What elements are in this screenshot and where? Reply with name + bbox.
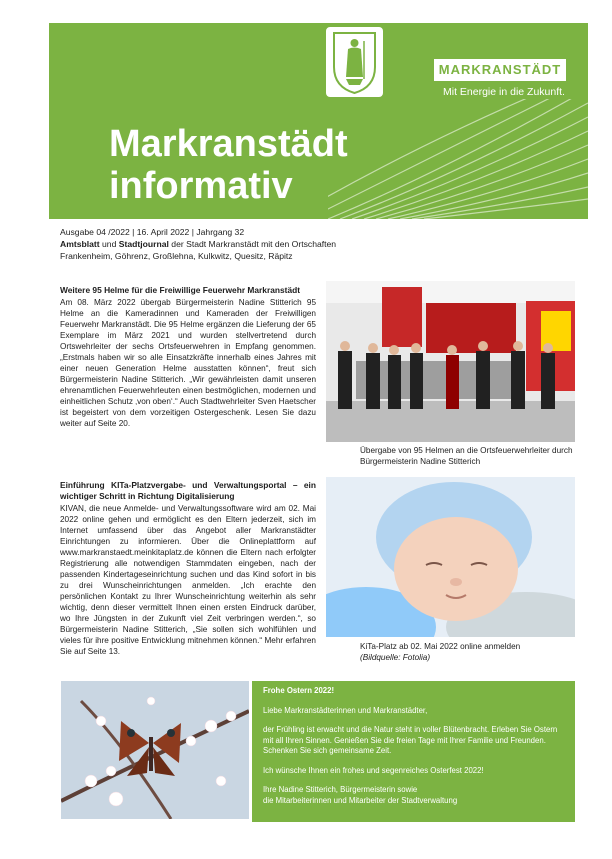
title-line-2: informativ — [109, 165, 293, 207]
title-line-1: Markranstädt — [109, 123, 348, 165]
article-body: Am 08. März 2022 übergab Bürgermeisterin Nadine Stitterich 95 Helme an die Kameradinnen und Kameraden der Freiwilligen Feuerwehr Markranstädt. Die 95 Helme ergänzen die Lieferung der 65 Exemplare im März 2021 und wurden stellvertretend durch Ortswehrleiter der sechs Ortsfeuerwehren in Empfang genommen. „Erstmals haben wir so alle Einsatzkräfte innerhalb eines Jahres mit einer neuen Generation Helme ausstatten können“, freut sich Bürgermeisterin Nadine Stitterich. „Wir gewährleisten damit unseren ehrenamtlichen Feuerwehrleuten einen bestmöglichen, modernen und einheitlichen Schutz ‚von oben‘.“ Auch Stadtwehrleiter Sven Haetscher ist begeistert von dem vorzeitigen Ostergeschenk. Lesen Sie dazu weiter auf Seite 20. — [60, 298, 316, 428]
article-heading: Weitere 95 Helme für die Freiwillige Feuerwehr Markranstädt — [60, 285, 301, 295]
easter-signature-1: Ihre Nadine Stitterich, Bürgermeisterin sowie — [263, 785, 418, 794]
tagline: Mit Energie in die Zukunft. — [443, 86, 565, 98]
coat-of-arms-icon — [326, 27, 383, 97]
baby-photo-caption: KiTa-Platz ab 02. Mai 2022 online anmelden (Bildquelle: Fotolia) — [360, 642, 521, 662]
easter-greeting-box — [252, 681, 575, 822]
easter-greeting: Liebe Markranstädterinnen und Markranstädter, — [263, 705, 428, 715]
fire-photo-caption: Übergabe von 95 Helmen an die Ortsfeuerwehrleiter durch Bürgermeisterin Nadine Stitterich — [360, 446, 573, 466]
easter-heading: Frohe Ostern 2022! — [263, 686, 335, 695]
article-heading: Einführung KITa-Platzvergabe- und Verwaltungsportal – ein wichtiger Schritt in Richtung Digitalisierung — [60, 480, 316, 501]
photo-credit: (Bildquelle: Fotolia) — [360, 653, 431, 662]
article-kita-portal — [60, 480, 316, 657]
brand-logo: MARKRANSTÄDT — [434, 59, 566, 81]
easter-paragraph-1: der Frühling ist erwacht und die Natur steht in voller Blütenbracht. Erleben Sie Ostern mit all Ihren Sinnen. Genießen Sie die freien Tage mit Ihrer Familie und Freunden. Schenken Sie sich gemeinsame Zeit. — [263, 725, 558, 755]
issue-info — [60, 226, 580, 262]
page-title — [109, 123, 348, 207]
easter-paragraph-2: Ich wünsche Ihnen ein frohes und segenreiches Osterfest 2022! — [263, 765, 484, 775]
localities-line: Frankenheim, Göhrenz, Großlehna, Kulkwitz, Quesitz, Räpitz — [60, 251, 293, 261]
article-body: KIVAN, die neue Anmelde- und Verwaltungssoftware wird am 02. Mai 2022 online gehen und ermöglicht es den Eltern jederzeit, sich im Internet umfassend über das Angebot aller Markranstädter Einrichtungen zu informieren. Über die Onlineplattform auf www.markranstaedt.meinkitaplatz.de können die Eltern nach erfolgter Registrierung alle notwendigen Stammdaten eingeben, nach der passenden Kindertageseinrichtung suchen und das Kind sofort in bis zu drei Wunscheinrichtungen anmelden. „Ich erachte den persönlichen Kontakt zu Ihrer Wunscheinrichtung weiterhin als sehr wichtig, denn dieser vermittelt Ihnen einen ersten Eindruck darüber, wo Ihre Jüngsten in der Zukunft viel Zeit verbringen werden.“, so Bürgermeisterin Nadine Stitterich, „Sie sollen sich wohlfühlen und vieles für ihre positive Entwicklung mitnehmen können.“ Mehr erfahren Sie auf Seite 13. — [60, 504, 316, 656]
masthead — [49, 23, 588, 219]
article-fire-helmets — [60, 285, 316, 429]
baby-photo — [326, 477, 575, 637]
fire-station-photo — [326, 281, 575, 442]
easter-signature-2: die Mitarbeiterinnen und Mitarbeiter der Stadtverwaltung — [263, 795, 458, 805]
gazette-line: Amtsblatt und Stadtjournal der Stadt Markranstädt mit den Ortschaften — [60, 239, 337, 249]
butterfly-blossom-photo — [61, 681, 249, 819]
issue-line: Ausgabe 04 /2022 | 16. April 2022 | Jahrgang 32 — [60, 227, 245, 237]
decorative-stripes — [328, 99, 588, 219]
